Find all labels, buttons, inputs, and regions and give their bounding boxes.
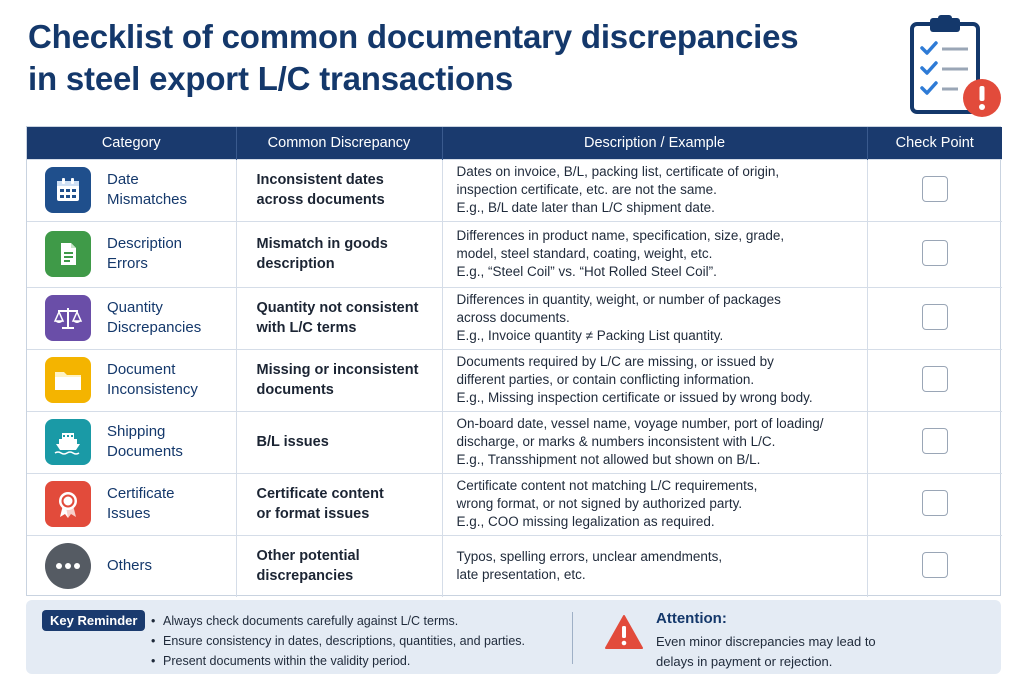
table-row	[27, 349, 1002, 411]
scale-icon	[45, 295, 91, 341]
check-point-checkbox[interactable]	[922, 428, 948, 454]
category-label: Document Inconsistency	[107, 361, 198, 398]
common-discrepancy-cell: B/L issues	[236, 411, 442, 473]
check-point-checkbox[interactable]	[922, 304, 948, 330]
title-line-2: in steel export L/C transactions	[28, 60, 514, 97]
table-row	[27, 535, 1002, 597]
category-cell	[27, 543, 236, 589]
description-cell: Typos, spelling errors, unclear amendments, late presentation, etc.	[442, 535, 867, 597]
document-icon	[45, 231, 91, 277]
header-category: Category	[27, 127, 236, 159]
category-label: Others	[107, 557, 153, 575]
common-discrepancy-cell: Certificate content or format issues	[236, 473, 442, 535]
common-discrepancy-cell: Other potential discrepancies	[236, 535, 442, 597]
table-row	[27, 473, 1002, 535]
check-point-checkbox[interactable]	[922, 490, 948, 516]
table-row	[27, 411, 1002, 473]
check-point-checkbox[interactable]	[922, 176, 948, 202]
check-point-checkbox[interactable]	[922, 552, 948, 578]
list-item: • Always check documents carefully against L/C terms.	[151, 611, 571, 631]
common-discrepancy-cell: Inconsistent dates across documents	[236, 159, 442, 221]
table-row	[27, 287, 1002, 349]
category-cell	[27, 295, 236, 341]
certificate-icon	[45, 481, 91, 527]
attention-title: Attention:	[656, 610, 727, 627]
list-item: • Ensure consistency in dates, descriptions, quantities, and parties.	[151, 631, 571, 651]
calendar-icon	[45, 167, 91, 213]
divider	[572, 612, 573, 664]
category-cell	[27, 357, 236, 403]
category-label: Shipping Documents	[107, 423, 183, 460]
page-title	[28, 16, 888, 100]
list-item: • Present documents within the validity period.	[151, 651, 571, 671]
description-cell: Certificate content not matching L/C requirements, wrong format, or not signed by authorized party. E.g., COO missing legalization as required.	[442, 473, 867, 535]
title-line-1: Checklist of common documentary discrepancies	[28, 18, 799, 55]
check-point-checkbox[interactable]	[922, 240, 948, 266]
category-label: Certificate Issues	[107, 485, 175, 522]
header-description: Description / Example	[442, 127, 867, 159]
category-cell	[27, 481, 236, 527]
common-discrepancy-cell: Mismatch in goods description	[236, 221, 442, 287]
ship-icon	[45, 419, 91, 465]
common-discrepancy-cell: Quantity not consistent with L/C terms	[236, 287, 442, 349]
category-cell	[27, 167, 236, 213]
common-discrepancy-cell: Missing or inconsistent documents	[236, 349, 442, 411]
folder-icon	[45, 357, 91, 403]
category-label: Quantity Discrepancies	[107, 299, 202, 336]
category-label: Description Errors	[107, 235, 183, 272]
category-cell	[27, 419, 236, 465]
check-point-checkbox[interactable]	[922, 366, 948, 392]
description-cell: Differences in quantity, weight, or number of packages across documents. E.g., Invoice quantity ≠ Packing List quantity.	[442, 287, 867, 349]
reminder-list	[151, 611, 571, 671]
key-reminder-panel	[26, 600, 1001, 674]
key-reminder-badge: Key Reminder	[42, 610, 145, 631]
description-cell: On-board date, vessel name, voyage number, port of loading/ discharge, or marks & numbers inconsistent with L/C. E.g., Transshipment not allowed but shown on B/L.	[442, 411, 867, 473]
category-label: Date Mismatches	[107, 171, 188, 208]
table-row	[27, 159, 1002, 221]
more-icon	[45, 543, 91, 589]
description-cell: Dates on invoice, B/L, packing list, certificate of origin, inspection certificate, etc. are not the same. E.g., B/L date later than L/C shipment date.	[442, 159, 867, 221]
description-cell: Documents required by L/C are missing, or issued by different parties, or contain conflicting information. E.g., Missing inspection certificate or issued by wrong body.	[442, 349, 867, 411]
description-cell: Differences in product name, specification, size, grade, model, steel standard, coating, weight, etc. E.g., “Steel Coil” vs. “Hot Rolled Steel Coil”.	[442, 221, 867, 287]
table-row	[27, 221, 1002, 287]
header-common-discrepancy: Common Discrepancy	[236, 127, 442, 159]
header-check-point: Check Point	[867, 127, 1002, 159]
clipboard-checklist-icon	[906, 14, 1002, 120]
category-cell	[27, 231, 236, 277]
attention-text: Even minor discrepancies may lead to delays in payment or rejection.	[656, 634, 876, 669]
table-header-row	[27, 127, 1002, 159]
discrepancy-table	[26, 126, 1001, 596]
warning-icon	[604, 614, 644, 650]
